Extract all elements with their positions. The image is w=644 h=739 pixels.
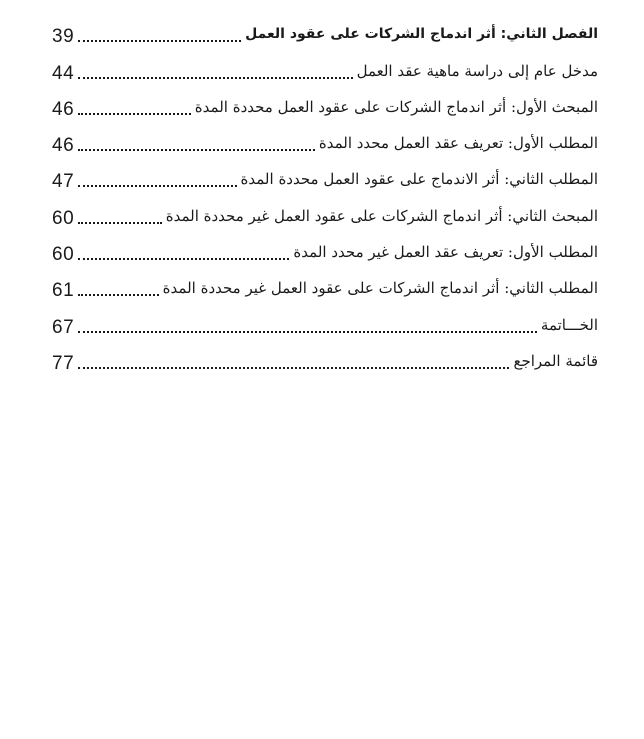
toc-entry-subsection-one-one[interactable]	[52, 127, 598, 163]
dot-leader	[78, 149, 315, 151]
table-of-contents	[52, 18, 598, 381]
toc-page-number: 67	[52, 316, 75, 338]
toc-entry-title: مدخل عام إلى دراسة ماهية عقد العمل	[356, 61, 598, 80]
toc-entry-section-two[interactable]	[52, 199, 598, 235]
dot-leader	[78, 367, 509, 369]
toc-page-number: 60	[52, 244, 75, 266]
toc-entry-title: المطلب الثاني: أثر اندماج الشركات على عقود العمل غير محددة المدة	[162, 279, 598, 298]
toc-page-number: 60	[52, 207, 75, 229]
toc-entry-title: الفصل الثاني: أثر اندماج الشركات على عقود العمل	[245, 26, 598, 43]
toc-entry-subsection-two-two[interactable]	[52, 272, 598, 308]
dot-leader	[78, 331, 537, 333]
toc-page-number: 61	[52, 280, 75, 302]
toc-page-number: 46	[52, 98, 75, 120]
toc-page-number: 39	[52, 26, 75, 48]
toc-page-number: 47	[52, 171, 75, 193]
toc-entry-introduction[interactable]	[52, 54, 598, 90]
dot-leader	[78, 185, 237, 187]
toc-entry-title: المبحث الثاني: أثر اندماج الشركات على عقود العمل غير محددة المدة	[165, 206, 598, 225]
toc-entry-title: المطلب الثاني: أثر الاندماج على عقود العمل محددة المدة	[240, 170, 598, 189]
toc-page-number: 77	[52, 352, 75, 374]
toc-entry-section-one[interactable]	[52, 91, 598, 127]
toc-entry-title: قائمة المراجع	[513, 351, 598, 370]
toc-entry-title: الخـــاتمة	[540, 315, 598, 334]
toc-entry-references[interactable]	[52, 345, 598, 381]
toc-entry-subsection-one-two[interactable]	[52, 163, 598, 199]
dot-leader	[78, 113, 191, 115]
toc-page-number: 44	[52, 62, 75, 84]
dot-leader	[78, 77, 353, 79]
toc-entry-chapter-two[interactable]	[52, 18, 598, 54]
dot-leader	[78, 222, 162, 224]
dot-leader	[78, 40, 241, 42]
dot-leader	[78, 294, 159, 296]
dot-leader	[78, 258, 289, 260]
toc-entry-title: المطلب الأول: تعريف عقد العمل محدد المدة	[318, 134, 598, 153]
toc-page-number: 46	[52, 135, 75, 157]
toc-entry-title: المطلب الأول: تعريف عقد العمل غير محدد المدة	[293, 243, 598, 262]
toc-entry-title: المبحث الأول: أثر اندماج الشركات على عقود العمل محددة المدة	[194, 97, 598, 116]
toc-entry-conclusion[interactable]	[52, 308, 598, 344]
toc-entry-subsection-two-one[interactable]	[52, 236, 598, 272]
